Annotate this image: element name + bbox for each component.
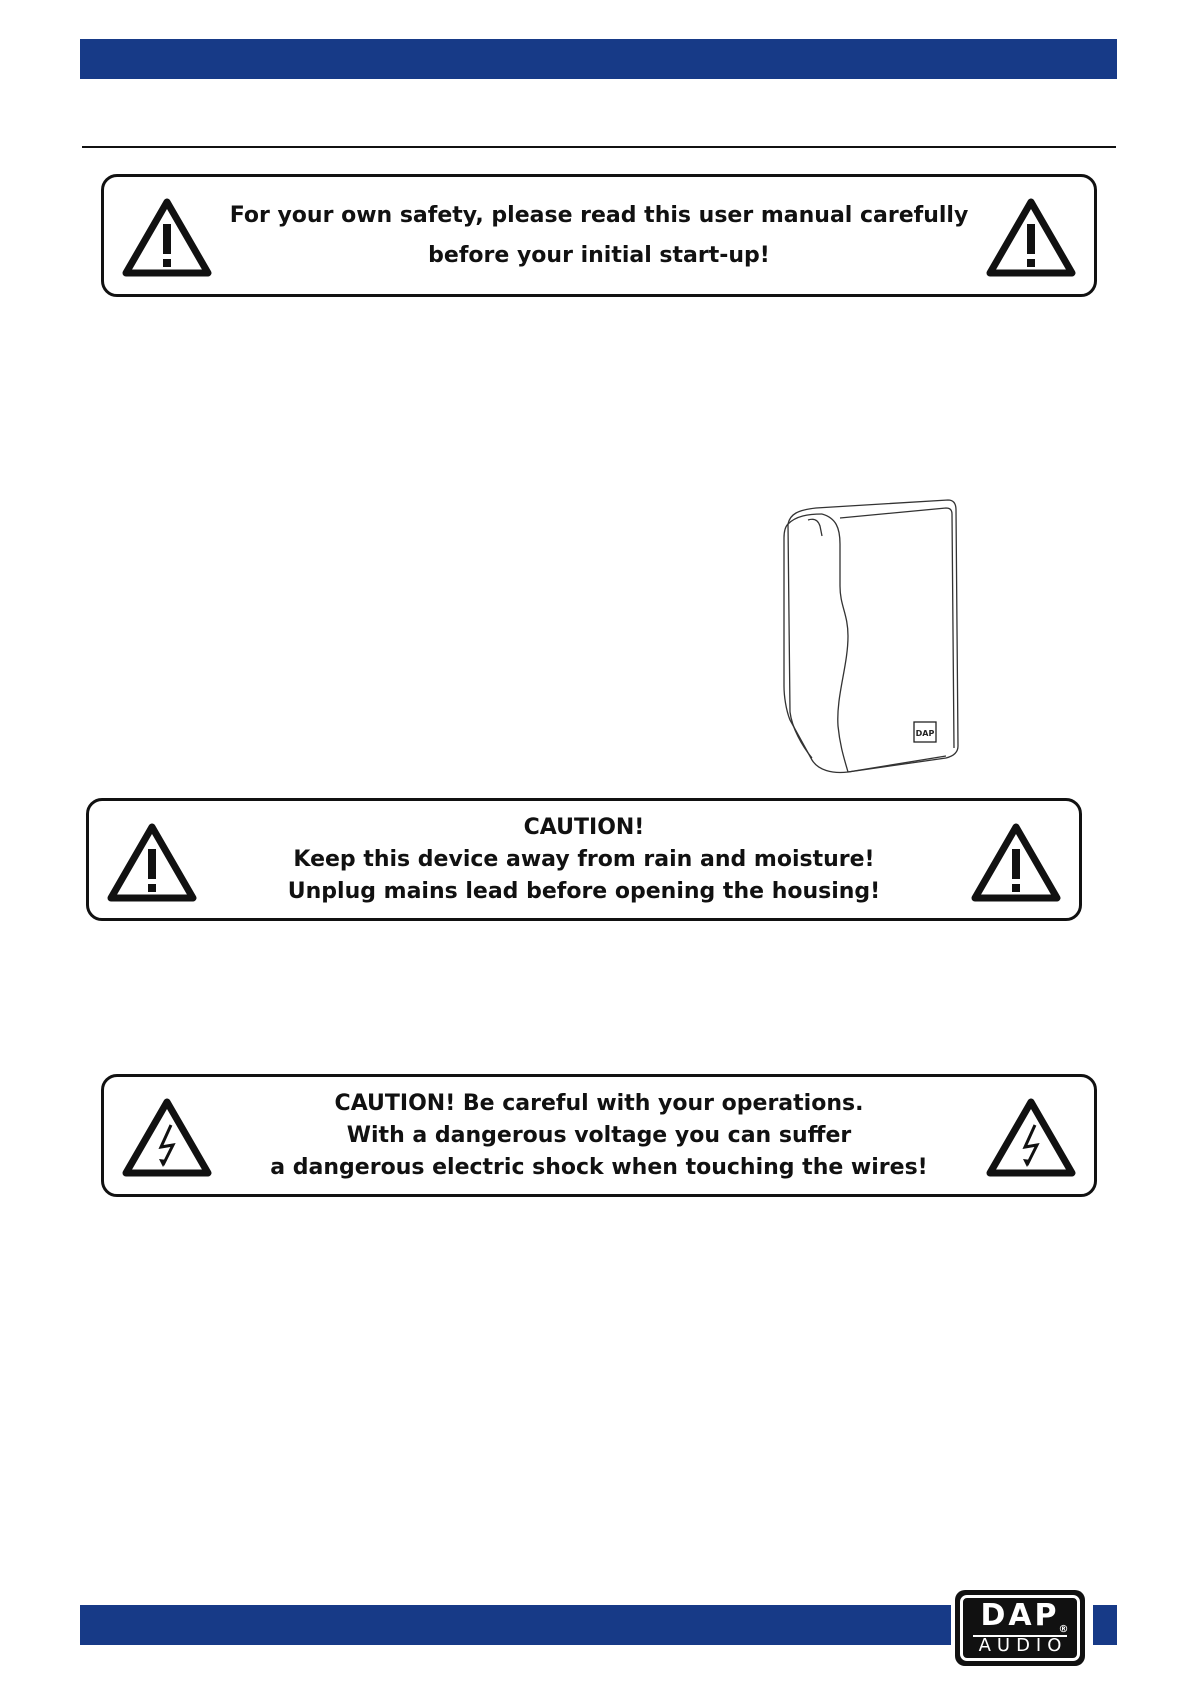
footer-bar-end <box>1093 1605 1117 1645</box>
registered-mark: ® <box>1058 1624 1072 1635</box>
notice-line: Keep this device away from rain and moisture! <box>293 846 875 872</box>
caution-voltage-text <box>234 1077 964 1194</box>
footer-bar <box>80 1605 951 1645</box>
notice-line: CAUTION! Be careful with your operations. <box>334 1090 864 1116</box>
caution-voltage-box <box>101 1074 1097 1197</box>
logo-sub-text: AUDIO <box>973 1635 1068 1655</box>
exclamation-warning-icon <box>106 822 198 902</box>
safety-notice-text <box>229 177 969 294</box>
speaker-product-image <box>778 496 978 776</box>
exclamation-warning-icon <box>970 822 1062 902</box>
logo-brand-text: DAP <box>980 1598 1060 1633</box>
notice-line: CAUTION! <box>523 814 645 840</box>
high-voltage-warning-icon <box>121 1097 213 1177</box>
high-voltage-warning-icon <box>985 1097 1077 1177</box>
caution-moisture-text <box>219 801 949 918</box>
header-bar <box>80 39 1117 79</box>
notice-line: For your own safety, please read this user manual carefully <box>229 202 969 228</box>
notice-line: Unplug mains lead before opening the housing! <box>287 878 881 904</box>
notice-line: With a dangerous voltage you can suffer <box>346 1122 852 1148</box>
exclamation-warning-icon <box>985 197 1077 277</box>
notice-line: a dangerous electric shock when touching the wires! <box>270 1154 928 1180</box>
safety-notice-box <box>101 174 1097 297</box>
notice-line: before your initial start-up! <box>428 242 770 268</box>
dap-audio-logo <box>955 1590 1085 1666</box>
caution-moisture-box <box>86 798 1082 921</box>
exclamation-warning-icon <box>121 197 213 277</box>
speaker-badge-text: DAP <box>915 729 935 738</box>
header-rule <box>82 146 1116 148</box>
